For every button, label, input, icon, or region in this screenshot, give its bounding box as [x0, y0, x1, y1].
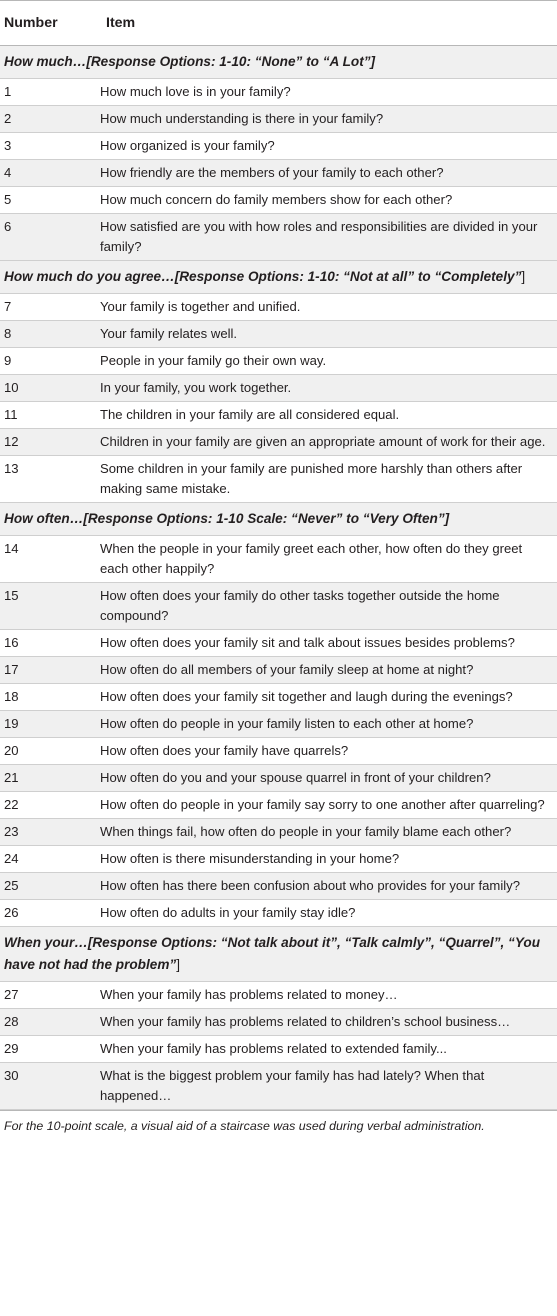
- item-text: The children in your family are all considered equal.: [100, 407, 400, 422]
- item-number: 28: [4, 1014, 19, 1029]
- item-number: 29: [4, 1041, 19, 1056]
- item-number: 11: [4, 407, 18, 422]
- item-text: When your family has problems related to children’s school business…: [100, 1014, 511, 1029]
- item-text: How often do all members of your family sleep at home at night?: [100, 662, 474, 677]
- section-heading: [0, 927, 557, 982]
- item-text: How often do you and your spouse quarrel in front of your children?: [100, 770, 491, 785]
- item-number: 15: [4, 588, 19, 603]
- item-text: How often does your family do other tasks together outside the home compound?: [100, 588, 500, 623]
- item-text: Children in your family are given an appropriate amount of work for their age.: [100, 434, 546, 449]
- table-row: [0, 1036, 557, 1063]
- item-text: How often is there misunderstanding in your home?: [100, 851, 400, 866]
- item-number: 6: [4, 219, 12, 234]
- item-number: 2: [4, 111, 12, 126]
- item-number: 5: [4, 192, 12, 207]
- table-row: [0, 187, 557, 214]
- table-row: [0, 846, 557, 873]
- table-body: [0, 46, 557, 1110]
- table-row: [0, 375, 557, 402]
- table-row: [0, 1063, 557, 1110]
- table-row: [0, 429, 557, 456]
- item-text: How often does your family have quarrels?: [100, 743, 349, 758]
- section-heading: [0, 503, 557, 536]
- item-text: How satisfied are you with how roles and responsibilities are divided in your family?: [100, 219, 538, 254]
- item-text: People in your family go their own way.: [100, 353, 327, 368]
- item-number: 16: [4, 635, 19, 650]
- table-footnote: For the 10-point scale, a visual aid of a staircase was used during verbal administration.: [0, 1110, 557, 1134]
- table-row: [0, 106, 557, 133]
- item-number: 10: [4, 380, 19, 395]
- table-row: [0, 402, 557, 429]
- item-number: 9: [4, 353, 12, 368]
- item-number: 7: [4, 299, 12, 314]
- item-number: 24: [4, 851, 19, 866]
- table-row: [0, 321, 557, 348]
- item-text: How often does your family sit together and laugh during the evenings?: [100, 689, 513, 704]
- section-heading-text: How often…[Response Options: 1-10 Scale: “Never” to “Very Often”]: [4, 511, 450, 526]
- table-row: [0, 819, 557, 846]
- item-text: How much love is in your family?: [100, 84, 291, 99]
- item-number: 17: [4, 662, 19, 677]
- item-number: 3: [4, 138, 12, 153]
- section-heading-text: When your…[Response Options: “Not talk about it”, “Talk calmly”, “Quarrel”, “You have not had the problem”: [4, 935, 541, 972]
- section-heading-text: How much…[Response Options: 1-10: “None” to “A Lot”]: [4, 54, 376, 69]
- item-text: How often does your family sit and talk about issues besides problems?: [100, 635, 515, 650]
- item-text: When the people in your family greet each other, how often do they greet each other happily?: [100, 541, 523, 576]
- item-number: 26: [4, 905, 19, 920]
- item-number: 20: [4, 743, 19, 758]
- item-number: 27: [4, 987, 19, 1002]
- item-text: Some children in your family are punished more harshly than others after making same mistake.: [100, 461, 523, 496]
- table-row: [0, 214, 557, 261]
- item-number: 21: [4, 770, 19, 785]
- section-heading-bracket: ]: [176, 957, 180, 972]
- table-row: [0, 160, 557, 187]
- table-row: [0, 536, 557, 583]
- table-row: [0, 900, 557, 927]
- table-row: [0, 133, 557, 160]
- table-row: [0, 738, 557, 765]
- item-text: In your family, you work together.: [100, 380, 292, 395]
- item-number: 25: [4, 878, 19, 893]
- item-text: How often has there been confusion about who provides for your family?: [100, 878, 520, 893]
- item-number: 30: [4, 1068, 19, 1083]
- table-row: [0, 583, 557, 630]
- table-row: [0, 711, 557, 738]
- item-number: 19: [4, 716, 19, 731]
- column-header-item: Item: [106, 15, 136, 31]
- item-text: How friendly are the members of your family to each other?: [100, 165, 444, 180]
- item-text: How organized is your family?: [100, 138, 275, 153]
- item-number: 18: [4, 689, 19, 704]
- item-number: 13: [4, 461, 19, 476]
- table-row: [0, 348, 557, 375]
- item-text: What is the biggest problem your family has had lately? When that happened…: [100, 1068, 485, 1103]
- item-number: 22: [4, 797, 19, 812]
- item-text: How often do adults in your family stay idle?: [100, 905, 356, 920]
- item-text: How often do people in your family listen to each other at home?: [100, 716, 474, 731]
- table-row: [0, 630, 557, 657]
- item-text: How much understanding is there in your family?: [100, 111, 384, 126]
- section-heading: [0, 46, 557, 79]
- table-row: [0, 1009, 557, 1036]
- item-text: Your family is together and unified.: [100, 299, 301, 314]
- section-heading-text: How much do you agree…[Response Options: 1-10: “Not at all” to “Completely”: [4, 269, 522, 284]
- table-row: [0, 684, 557, 711]
- section-heading: [0, 261, 557, 294]
- column-header-number: Number: [4, 15, 58, 31]
- table-header: [0, 0, 557, 46]
- item-text: How often do people in your family say sorry to one another after quarreling?: [100, 797, 545, 812]
- table-row: [0, 982, 557, 1009]
- table-row: [0, 765, 557, 792]
- item-text: Your family relates well.: [100, 326, 238, 341]
- item-text: When things fail, how often do people in your family blame each other?: [100, 824, 512, 839]
- item-text: When your family has problems related to money…: [100, 987, 398, 1002]
- item-number: 23: [4, 824, 19, 839]
- section-heading-bracket: ]: [521, 269, 526, 284]
- table-row: [0, 657, 557, 684]
- item-number: 8: [4, 326, 12, 341]
- item-text: When your family has problems related to extended family...: [100, 1041, 447, 1056]
- table-row: [0, 294, 557, 321]
- item-text: How much concern do family members show for each other?: [100, 192, 453, 207]
- item-number: 4: [4, 165, 12, 180]
- table-row: [0, 792, 557, 819]
- item-number: 1: [4, 84, 12, 99]
- item-number: 14: [4, 541, 19, 556]
- item-number: 12: [4, 434, 19, 449]
- table-row: [0, 456, 557, 503]
- table-row: [0, 79, 557, 106]
- table-row: [0, 873, 557, 900]
